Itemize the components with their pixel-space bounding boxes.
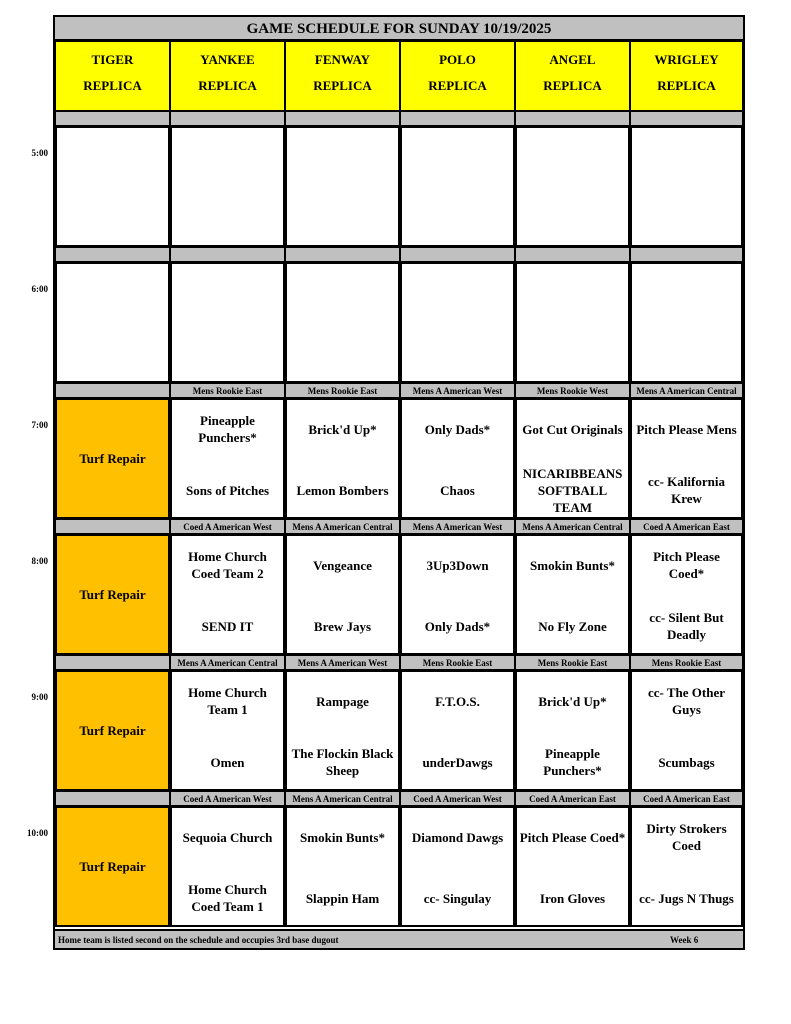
- division-bar: [55, 655, 170, 670]
- division-bar: [170, 111, 285, 126]
- division-bar: [55, 791, 170, 806]
- division-bar: Coed A American East: [515, 791, 630, 806]
- game-cell: [400, 398, 515, 519]
- away-team: Dirty Strokers Coed: [646, 821, 727, 853]
- empty-slot-cell: [285, 126, 400, 247]
- field-header-angel: [515, 41, 630, 111]
- home-team: underDawgs: [422, 754, 493, 770]
- division-bar: Mens A American West: [285, 655, 400, 670]
- division-bar: [55, 519, 170, 534]
- empty-slot-cell: [630, 262, 743, 383]
- field-subtitle: REPLICA: [428, 78, 487, 93]
- home-team-note: Home team is listed second on the schedule and occupies 3rd base dugout: [58, 935, 339, 945]
- empty-slot-cell: [515, 262, 630, 383]
- away-team: cc- The Other Guys: [647, 685, 726, 717]
- away-team: Only Dads*: [424, 421, 491, 437]
- game-cell: [515, 398, 630, 519]
- division-bar: [55, 247, 170, 262]
- home-team: cc- Silent But Deadly: [649, 610, 724, 642]
- away-team: Smokin Bunts*: [300, 829, 385, 845]
- division-bar: Mens A American Central: [630, 383, 743, 398]
- schedule-sheet: [53, 15, 745, 950]
- field-subtitle: REPLICA: [313, 78, 372, 93]
- division-bar: Mens A American Central: [515, 519, 630, 534]
- division-bar: Mens Rookie East: [170, 383, 285, 398]
- home-team: NICARIBBEANS SOFTBALL TEAM: [522, 465, 623, 515]
- schedule-title: GAME SCHEDULE FOR SUNDAY 10/19/2025: [55, 17, 743, 41]
- division-bar: Coed A American West: [170, 519, 285, 534]
- home-team: cc- Kalifornia Krew: [648, 474, 725, 506]
- division-bar: [515, 247, 630, 262]
- home-team: Iron Gloves: [539, 890, 606, 906]
- time-label: 10:00: [27, 828, 48, 838]
- division-bar: Mens Rookie East: [285, 383, 400, 398]
- game-cell: [170, 670, 285, 791]
- game-cell: [515, 534, 630, 655]
- away-team: Home Church Coed Team 2: [188, 549, 267, 581]
- home-team: Omen: [210, 754, 245, 770]
- time-label: 8:00: [31, 556, 48, 566]
- empty-slot-cell: [170, 262, 285, 383]
- home-team: Sons of Pitches: [185, 482, 270, 498]
- game-cell: [630, 806, 743, 927]
- away-team: Diamond Dawgs: [411, 829, 504, 845]
- empty-slot-cell: [630, 126, 743, 247]
- division-bar: Coed A American East: [630, 519, 743, 534]
- empty-slot-cell: [170, 126, 285, 247]
- game-cell: [400, 670, 515, 791]
- division-bar: [170, 247, 285, 262]
- division-bar: Mens Rookie East: [515, 655, 630, 670]
- game-cell: [285, 398, 400, 519]
- home-team: Slappin Ham: [305, 890, 380, 906]
- division-bar: [55, 383, 170, 398]
- home-team: cc- Singulay: [423, 890, 492, 906]
- field-subtitle: REPLICA: [83, 78, 142, 93]
- division-bar: Mens A American Central: [170, 655, 285, 670]
- division-bar: Coed A American East: [630, 791, 743, 806]
- away-team: Brick'd Up*: [538, 693, 607, 709]
- empty-slot-cell: [515, 126, 630, 247]
- field-name: TIGER: [91, 52, 134, 67]
- home-team: Scumbags: [658, 754, 715, 770]
- away-team: Rampage: [316, 693, 369, 709]
- game-cell: [630, 670, 743, 791]
- home-team: Pineapple Punchers*: [543, 746, 602, 778]
- division-bar: Mens Rookie West: [515, 383, 630, 398]
- away-team: F.T.O.S.: [435, 693, 480, 709]
- division-bar: [630, 111, 743, 126]
- empty-slot-cell: [55, 126, 170, 247]
- division-bar: [400, 111, 515, 126]
- away-team: Brick'd Up*: [308, 421, 377, 437]
- division-bar: Mens A American West: [400, 383, 515, 398]
- home-team: SEND IT: [201, 618, 254, 634]
- home-team: cc- Jugs N Thugs: [639, 890, 734, 906]
- field-name: WRIGLEY: [654, 52, 719, 67]
- game-cell: [630, 534, 743, 655]
- turf-repair-cell: Turf Repair: [55, 806, 170, 927]
- home-team: No Fly Zone: [538, 618, 607, 634]
- empty-slot-cell: [285, 262, 400, 383]
- home-team: Only Dads*: [424, 618, 491, 634]
- time-label: 7:00: [31, 420, 48, 430]
- time-label: 6:00: [31, 284, 48, 294]
- empty-slot-cell: [400, 126, 515, 247]
- game-cell: [515, 670, 630, 791]
- game-cell: [400, 534, 515, 655]
- division-bar: Mens A American West: [400, 519, 515, 534]
- division-bar: Coed A American West: [400, 791, 515, 806]
- home-team: The Flockin Black Sheep: [291, 746, 394, 778]
- division-bar: Mens Rookie East: [630, 655, 743, 670]
- field-subtitle: REPLICA: [657, 78, 716, 93]
- game-cell: [170, 398, 285, 519]
- division-bar: [515, 111, 630, 126]
- empty-slot-cell: [400, 262, 515, 383]
- division-bar: [285, 111, 400, 126]
- away-team: Pitch Please Coed*: [519, 829, 626, 845]
- field-name: ANGEL: [549, 52, 596, 67]
- away-team: Vengeance: [313, 557, 372, 573]
- division-bar: [55, 111, 170, 126]
- time-label: 5:00: [31, 148, 48, 158]
- empty-slot-cell: [55, 262, 170, 383]
- division-bar: [400, 247, 515, 262]
- division-bar: [630, 247, 743, 262]
- home-team: Lemon Bombers: [296, 482, 389, 498]
- division-bar: Mens Rookie East: [400, 655, 515, 670]
- home-team: Chaos: [440, 482, 475, 498]
- game-cell: [400, 806, 515, 927]
- game-cell: [170, 534, 285, 655]
- away-team: Home Church Team 1: [188, 685, 267, 717]
- field-name: YANKEE: [200, 52, 255, 67]
- schedule-footer: [55, 929, 743, 948]
- field-header-wrigley: [630, 41, 743, 111]
- field-name: FENWAY: [314, 52, 371, 67]
- home-team: Brew Jays: [313, 618, 372, 634]
- away-team: Pineapple Punchers*: [198, 413, 257, 445]
- game-cell: [170, 806, 285, 927]
- away-team: Pitch Please Mens: [636, 421, 737, 437]
- field-header-tiger: [55, 41, 170, 111]
- field-subtitle: REPLICA: [198, 78, 257, 93]
- division-bar: Mens A American Central: [285, 519, 400, 534]
- game-cell: [285, 806, 400, 927]
- field-name: POLO: [439, 52, 476, 67]
- away-team: Pitch Please Coed*: [653, 549, 720, 581]
- division-bar: Coed A American West: [170, 791, 285, 806]
- away-team: Smokin Bunts*: [530, 557, 615, 573]
- home-team: Home Church Coed Team 1: [188, 882, 267, 914]
- game-cell: [285, 534, 400, 655]
- away-team: Sequoia Church: [182, 829, 273, 845]
- game-cell: [630, 398, 743, 519]
- time-label: 9:00: [31, 692, 48, 702]
- turf-repair-cell: Turf Repair: [55, 670, 170, 791]
- game-cell: [285, 670, 400, 791]
- away-team: 3Up3Down: [426, 557, 489, 573]
- game-cell: [515, 806, 630, 927]
- field-header-yankee: [170, 41, 285, 111]
- week-label: Week 6: [670, 935, 699, 945]
- field-header-polo: [400, 41, 515, 111]
- division-bar: Mens A American Central: [285, 791, 400, 806]
- field-header-fenway: [285, 41, 400, 111]
- turf-repair-cell: Turf Repair: [55, 398, 170, 519]
- away-team: Got Cut Originals: [522, 421, 623, 437]
- turf-repair-cell: Turf Repair: [55, 534, 170, 655]
- field-subtitle: REPLICA: [543, 78, 602, 93]
- division-bar: [285, 247, 400, 262]
